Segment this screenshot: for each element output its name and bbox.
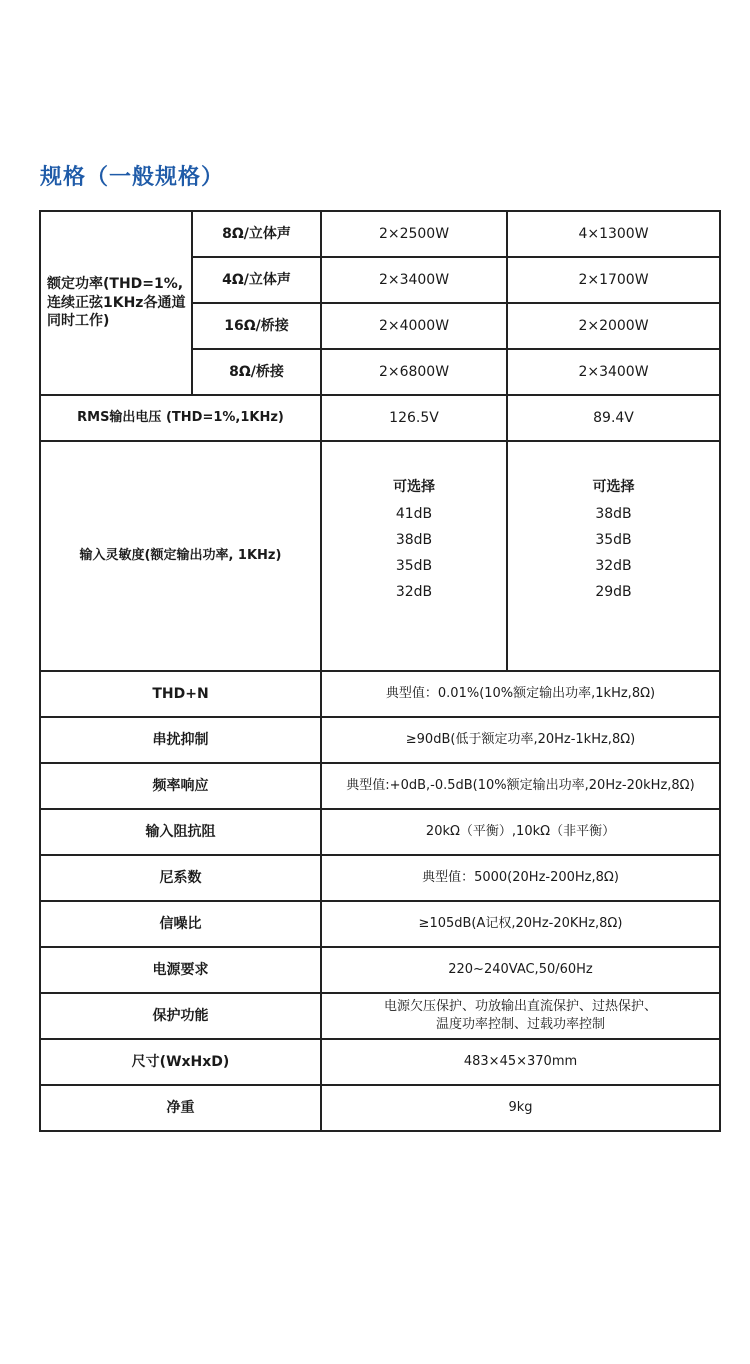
spec-label: 尺寸(WxHxD) [40,1039,321,1085]
protection-line: 电源欠压保护、功放输出直流保护、过热保护、 [383,999,657,1015]
spec-table [39,210,721,1132]
spec-label: 电源要求 [40,947,321,993]
option-value: 32dB [595,557,632,574]
spec-label: 串扰抑制 [40,717,321,763]
spec-label: 尼系数 [40,855,321,901]
option-value: 29dB [595,583,632,600]
spec-value: ≥90dB(低于额定功率,20Hz-1kHz,8Ω) [321,717,720,763]
spec-label: 频率响应 [40,763,321,809]
value-cell: 126.5V [321,395,507,441]
option-value: 38dB [395,531,433,548]
table-row [40,763,720,809]
option-value: 38dB [595,505,632,522]
spec-value: 20kΩ（平衡）,10kΩ（非平衡） [321,809,720,855]
spec-value: 典型值:+0dB,-0.5dB(10%额定输出功率,20Hz-20kHz,8Ω) [321,763,720,809]
sensitivity-options-1 [321,441,507,671]
condition-cell: 8Ω/立体声 [192,211,321,257]
page-title: 规格（一般规格） [40,165,225,190]
spec-value: 典型值：5000(20Hz-200Hz,8Ω) [321,855,720,901]
table-row [40,947,720,993]
rms-label: RMS输出电压 (THD=1%,1KHz) [40,395,321,441]
table-row [40,1085,720,1131]
table-row [40,441,720,671]
table-row [40,1039,720,1085]
condition-cell: 4Ω/立体声 [192,257,321,303]
spec-label: 信噪比 [40,901,321,947]
value-cell: 2×3400W [507,349,720,395]
spec-label: 净重 [40,1085,321,1131]
spec-value: 9kg [321,1085,720,1131]
option-value: 32dB [395,583,433,600]
value-cell: 2×2500W [321,211,507,257]
value-cell: 2×6800W [321,349,507,395]
spec-label: 输入阻抗阻 [40,809,321,855]
sensitivity-label: 输入灵敏度(额定输出功率, 1KHz) [40,441,321,671]
option-value: 35dB [395,557,433,574]
table-row [40,855,720,901]
option-heading: 可选择 [393,479,435,495]
rated-power-label: 额定功率(THD=1%, 连续正弦1KHz各通道同时工作) [40,211,192,395]
value-cell: 2×3400W [321,257,507,303]
spec-value: 220~240VAC,50/60Hz [321,947,720,993]
spec-label: 保护功能 [40,993,321,1039]
value-cell: 2×2000W [507,303,720,349]
sensitivity-options-2 [507,441,720,671]
option-value: 35dB [595,531,632,548]
spec-value: 483×45×370mm [321,1039,720,1085]
table-row [40,211,720,257]
spec-label: THD+N [40,671,321,717]
protection-line: 温度功率控制、过载功率控制 [435,1017,605,1032]
value-cell: 89.4V [507,395,720,441]
option-heading: 可选择 [592,479,635,495]
spec-value: ≥105dB(A记权,20Hz-20KHz,8Ω) [321,901,720,947]
table-row [40,901,720,947]
value-cell: 2×1700W [507,257,720,303]
value-cell: 2×4000W [321,303,507,349]
table-row [40,671,720,717]
table-row [40,809,720,855]
table-row [40,717,720,763]
condition-cell: 8Ω/桥接 [192,349,321,395]
option-value: 41dB [395,505,433,522]
table-row [40,395,720,441]
spec-value [321,993,720,1039]
condition-cell: 16Ω/桥接 [192,303,321,349]
table-row [40,993,720,1039]
spec-value: 典型值：0.01%(10%额定输出功率,1kHz,8Ω) [321,671,720,717]
value-cell: 4×1300W [507,211,720,257]
